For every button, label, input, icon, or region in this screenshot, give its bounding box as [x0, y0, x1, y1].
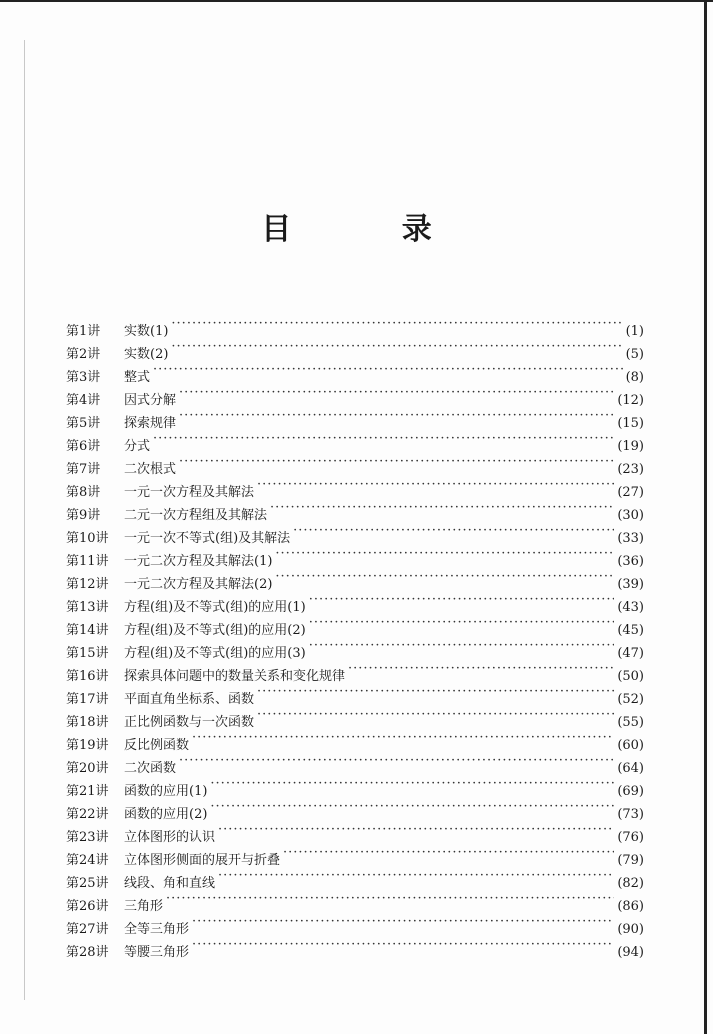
- page-number: (76): [617, 830, 644, 845]
- lecture-title: 函数的应用(2): [124, 807, 208, 822]
- dot-leader: [179, 749, 614, 772]
- dot-leader: [218, 864, 614, 887]
- dot-leader: [179, 450, 614, 473]
- dot-leader: [348, 657, 614, 680]
- lecture-title: 等腰三角形: [124, 945, 190, 960]
- page-number: (73): [617, 807, 644, 822]
- lecture-number: 第14讲: [66, 623, 109, 638]
- page-number: (55): [617, 715, 644, 730]
- page-number: (90): [617, 922, 644, 937]
- page-number: (64): [617, 761, 644, 776]
- dot-leader: [309, 634, 615, 657]
- page-title: 目 录: [261, 212, 482, 247]
- dot-leader: [192, 910, 614, 933]
- toc-entry: [66, 381, 644, 408]
- page-number: (33): [617, 531, 644, 546]
- lecture-title: 一元一次不等式(组)及其解法: [124, 531, 291, 546]
- scan-edge-left: [24, 40, 25, 1000]
- page-number: (47): [617, 646, 644, 661]
- lecture-number: 第15讲: [66, 646, 109, 661]
- page-number: (82): [617, 876, 644, 891]
- lecture-title: 三角形: [124, 899, 164, 914]
- lecture-title: 立体图形侧面的展开与折叠: [124, 853, 281, 868]
- dot-leader: [218, 818, 614, 841]
- lecture-title: 一元一次方程及其解法: [124, 485, 255, 500]
- toc-entry: [66, 358, 644, 385]
- dot-leader: [210, 795, 614, 818]
- lecture-title: 二元一次方程组及其解法: [124, 508, 268, 523]
- page-number: (43): [617, 600, 644, 615]
- lecture-number: 第1讲: [66, 324, 101, 339]
- dot-leader: [153, 358, 623, 381]
- dot-leader: [293, 519, 614, 542]
- page-number: (60): [617, 738, 644, 753]
- lecture-number: 第28讲: [66, 945, 109, 960]
- lecture-number: 第2讲: [66, 347, 101, 362]
- dot-leader: [270, 496, 614, 519]
- scan-edge-right: [704, 0, 707, 1034]
- toc-entry: [66, 450, 644, 477]
- dot-leader: [192, 933, 614, 956]
- lecture-title: 因式分解: [124, 393, 177, 408]
- lecture-number: 第7讲: [66, 462, 101, 477]
- page-number: (30): [617, 508, 644, 523]
- dot-leader: [179, 381, 614, 404]
- lecture-number: 第27讲: [66, 922, 109, 937]
- lecture-number: 第8讲: [66, 485, 101, 500]
- dot-leader: [257, 703, 614, 726]
- lecture-number: 第12讲: [66, 577, 109, 592]
- lecture-number: 第10讲: [66, 531, 109, 546]
- dot-leader: [166, 887, 614, 910]
- dot-leader: [275, 542, 614, 565]
- lecture-title: 实数(2): [124, 347, 169, 362]
- lecture-number: 第13讲: [66, 600, 109, 615]
- lecture-title: 方程(组)及不等式(组)的应用(3): [124, 646, 306, 661]
- page-number: (15): [617, 416, 644, 431]
- page-number: (19): [617, 439, 644, 454]
- dot-leader: [153, 427, 614, 450]
- toc-entry: [66, 312, 644, 339]
- lecture-title: 反比例函数: [124, 738, 190, 753]
- scan-edge-top: [0, 0, 713, 2]
- dot-leader: [275, 565, 614, 588]
- lecture-number: 第3讲: [66, 370, 101, 385]
- page-number: (45): [617, 623, 644, 638]
- page-number: (86): [617, 899, 644, 914]
- lecture-number: 第22讲: [66, 807, 109, 822]
- dot-leader: [309, 611, 615, 634]
- page-number: (1): [625, 324, 644, 339]
- page-number: (8): [625, 370, 644, 385]
- toc-entry: [66, 427, 644, 454]
- dot-leader: [179, 404, 614, 427]
- page-number: (94): [617, 945, 644, 960]
- page-number: (50): [617, 669, 644, 684]
- lecture-number: 第16讲: [66, 669, 109, 684]
- lecture-title: 全等三角形: [124, 922, 190, 937]
- lecture-title: 一元二次方程及其解法(2): [124, 577, 273, 592]
- page-number: (36): [617, 554, 644, 569]
- lecture-title: 方程(组)及不等式(组)的应用(1): [124, 600, 306, 615]
- lecture-title: 探索规律: [124, 416, 177, 431]
- page-number: (23): [617, 462, 644, 477]
- dot-leader: [171, 312, 622, 335]
- dot-leader: [257, 473, 614, 496]
- lecture-title: 方程(组)及不等式(组)的应用(2): [124, 623, 306, 638]
- lecture-title: 正比例函数与一次函数: [124, 715, 255, 730]
- dot-leader: [257, 680, 614, 703]
- page-number: (12): [617, 393, 644, 408]
- dot-leader: [210, 772, 614, 795]
- page-number: (79): [617, 853, 644, 868]
- page-number: (5): [625, 347, 644, 362]
- page-number: (27): [617, 485, 644, 500]
- lecture-title: 二次函数: [124, 761, 177, 776]
- page-number: (52): [617, 692, 644, 707]
- lecture-title: 线段、角和直线: [124, 876, 216, 891]
- dot-leader: [309, 588, 615, 611]
- lecture-number: 第19讲: [66, 738, 109, 753]
- lecture-title: 整式: [124, 370, 151, 385]
- lecture-number: 第4讲: [66, 393, 101, 408]
- lecture-number: 第20讲: [66, 761, 109, 776]
- lecture-title: 分式: [124, 439, 151, 454]
- lecture-number: 第6讲: [66, 439, 101, 454]
- lecture-number: 第17讲: [66, 692, 109, 707]
- page-number: (69): [617, 784, 644, 799]
- lecture-number: 第21讲: [66, 784, 109, 799]
- lecture-number: 第26讲: [66, 899, 109, 914]
- lecture-number: 第24讲: [66, 853, 109, 868]
- lecture-title: 二次根式: [124, 462, 177, 477]
- lecture-number: 第11讲: [66, 554, 109, 569]
- lecture-number: 第23讲: [66, 830, 109, 845]
- lecture-title: 实数(1): [124, 324, 169, 339]
- lecture-number: 第9讲: [66, 508, 101, 523]
- lecture-number: 第25讲: [66, 876, 109, 891]
- lecture-title: 立体图形的认识: [124, 830, 216, 845]
- lecture-title: 平面直角坐标系、函数: [124, 692, 255, 707]
- lecture-number: 第5讲: [66, 416, 101, 431]
- dot-leader: [171, 335, 622, 358]
- lecture-title: 函数的应用(1): [124, 784, 208, 799]
- lecture-number: 第18讲: [66, 715, 109, 730]
- lecture-title: 一元二次方程及其解法(1): [124, 554, 273, 569]
- table-of-contents: [66, 312, 644, 960]
- lecture-title: 探索具体问题中的数量关系和变化规律: [124, 669, 346, 684]
- dot-leader: [192, 726, 614, 749]
- dot-leader: [283, 841, 614, 864]
- page-number: (39): [617, 577, 644, 592]
